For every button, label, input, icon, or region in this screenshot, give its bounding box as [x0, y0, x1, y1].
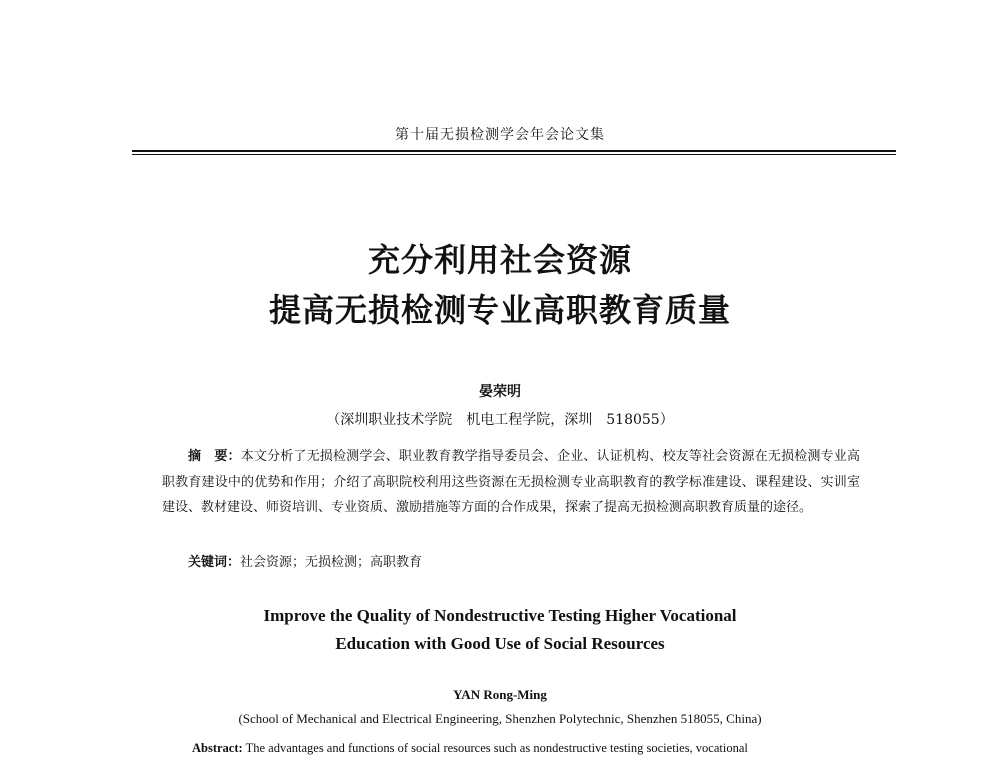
keywords-cn-text: 社会资源；无损检测；高职教育 — [240, 555, 423, 570]
affiliation-cn: （深圳职业技术学院 机电工程学院，深圳 518055） — [326, 412, 674, 428]
abstract-en — [192, 741, 862, 756]
abstract-cn — [162, 444, 860, 521]
keywords-cn — [188, 551, 422, 570]
header-rule — [132, 150, 896, 152]
affiliation-en: (School of Mechanical and Electrical Engineering, Shenzhen Polytechnic, Shenzhen 518055, China) — [238, 711, 762, 726]
title-en-line1: Improve the Quality of Nondestructive Testing Higher Vocational — [263, 606, 737, 625]
title-cn-line2: 提高无损检测专业高职教育质量 — [268, 291, 731, 329]
running-header: 第十届无损检测学会年会论文集 — [395, 127, 605, 143]
keywords-cn-label: 关键词： — [188, 555, 241, 570]
title-en-line2: Education with Good Use of Social Resources — [335, 634, 665, 653]
title-cn-line1: 充分利用社会资源 — [367, 241, 632, 279]
abstract-en-label: Abstract: — [192, 741, 243, 755]
header-rule-thin — [132, 154, 896, 155]
author-cn: 晏荣明 — [479, 384, 521, 400]
abstract-cn-label: 摘 要： — [188, 449, 241, 464]
author-en: YAN Rong-Ming — [453, 687, 547, 702]
abstract-cn-text: 本文分析了无损检测学会、职业教育教学指导委员会、企业、认证机构、校友等社会资源在无损检测专业高职教育建设中的优势和作用；介绍了高职院校利用这些资源在无损检测专业高职教育的教学标准建设、课程建设、实训室建设、教材建设、师资培训、专业资质、激励措施等方面的合作成果，探索了提高无损检测高职教育质量的途径。 — [162, 449, 860, 515]
abstract-en-text: The advantages and functions of social resources such as nondestructive testing societies, vocational — [245, 741, 748, 755]
